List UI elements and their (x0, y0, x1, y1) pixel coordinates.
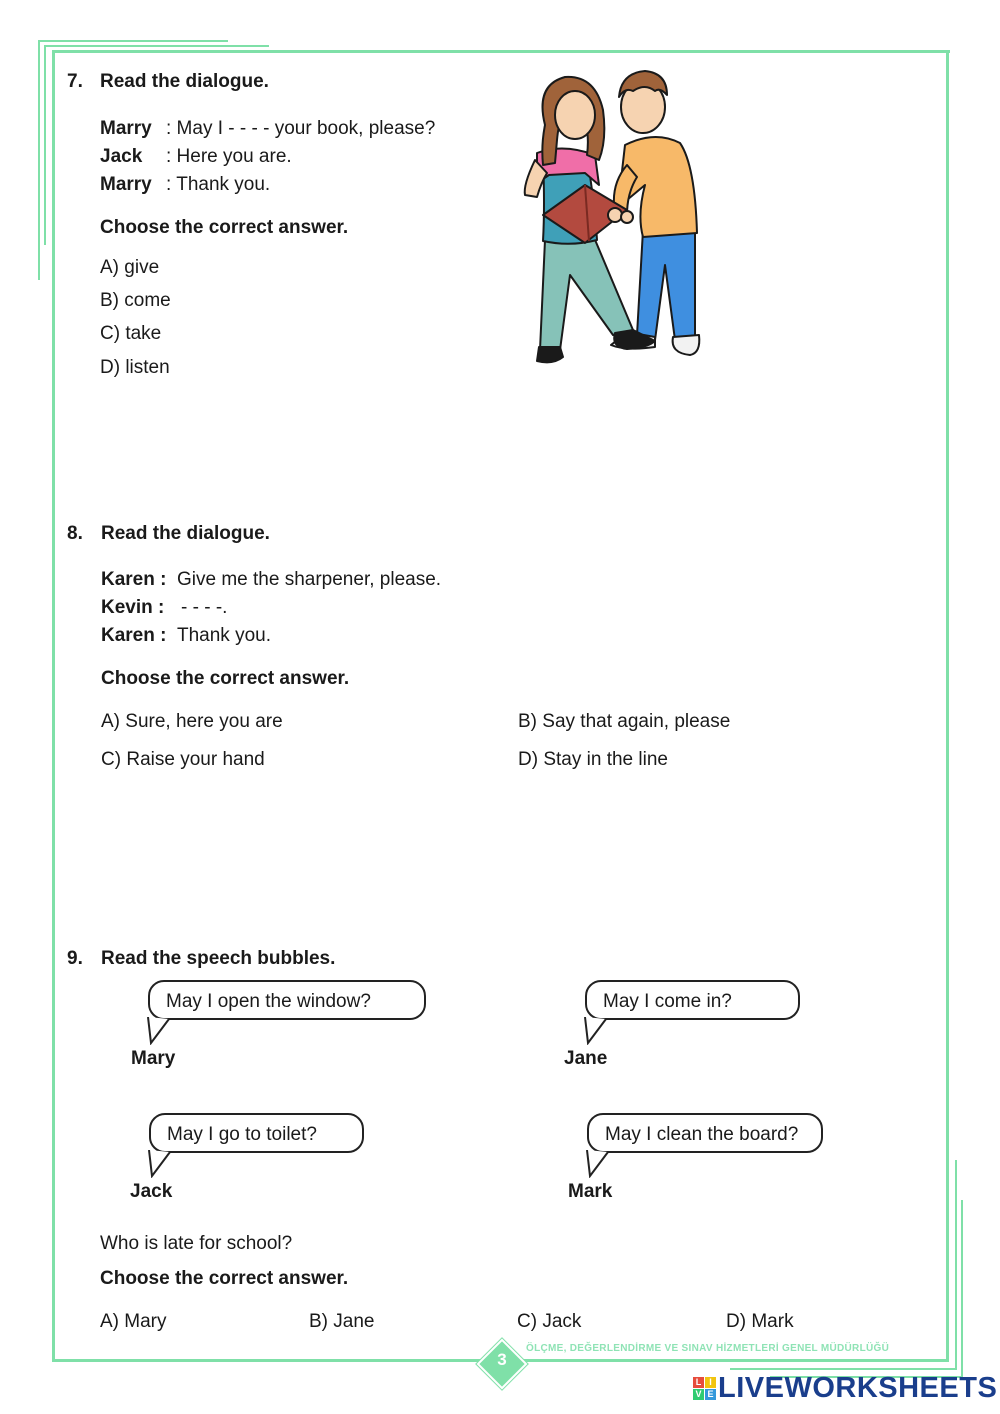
option-a[interactable]: A) give (100, 257, 160, 278)
instruction: Choose the correct answer. (100, 1268, 349, 1289)
option-d[interactable] (726, 1311, 794, 1333)
kids-with-book-illustration (515, 65, 715, 370)
option-letter: B) (518, 711, 537, 732)
option-d[interactable]: D) listen (100, 357, 170, 378)
option-c[interactable]: C) take (100, 323, 162, 344)
option-text: Jane (333, 1311, 375, 1332)
speaker: Karen : (101, 625, 167, 646)
logo-tile: I (705, 1377, 716, 1388)
option-text: Stay in the line (543, 749, 668, 770)
bubble-tail (584, 1017, 610, 1045)
option-a[interactable] (100, 1311, 167, 1333)
bubble-tail (586, 1150, 612, 1178)
line-text: Thank you. (177, 625, 271, 646)
speaker: Karen : (101, 569, 167, 590)
option-text: Mark (751, 1311, 794, 1332)
speech-bubble: May I go to toilet? (149, 1113, 364, 1153)
instruction: Choose the correct answer. (100, 217, 349, 238)
speaker: Marry (100, 118, 152, 139)
speech-bubble: May I come in? (585, 980, 800, 1020)
option-a[interactable] (101, 711, 283, 733)
speaker-name: Jack (130, 1181, 173, 1202)
liveworksheets-logo-icon (693, 1377, 717, 1401)
option-text: Jack (542, 1311, 582, 1332)
option-letter: D) (726, 1311, 747, 1332)
option-d[interactable] (518, 749, 668, 771)
dialogue-line (101, 569, 441, 591)
question-prompt: Who is late for school? (100, 1233, 293, 1254)
dialogue-line (101, 625, 271, 647)
speaker-name: Jane (564, 1048, 608, 1069)
option-letter: A) (100, 1311, 119, 1332)
speech-bubble: May I open the window? (148, 980, 426, 1020)
instruction: Choose the correct answer. (101, 668, 350, 689)
dialogue-line (100, 118, 435, 140)
question-title: Read the speech bubbles. (101, 948, 336, 969)
brand-name[interactable]: LIVEWORKSHEETS (718, 1372, 998, 1404)
option-text: Say that again, please (542, 711, 731, 732)
question-number: 8. (67, 523, 83, 544)
option-b[interactable] (309, 1311, 374, 1333)
question-number: 7. (67, 71, 83, 92)
question-number: 9. (67, 948, 83, 969)
dialogue-line (100, 146, 292, 168)
speaker: Kevin : (101, 597, 165, 618)
option-letter: B) (309, 1311, 328, 1332)
page-number: 3 (497, 1350, 507, 1369)
line-text: : Thank you. (166, 174, 271, 195)
bubble-tail (147, 1017, 173, 1045)
line-text: Give me the sharpener, please. (177, 569, 442, 590)
line-text: : Here you are. (166, 146, 292, 167)
agency-name: ÖLÇME, DEĞERLENDİRME VE SINAV HİZMETLERİ GENEL MÜDÜRLÜĞÜ (526, 1343, 890, 1354)
dialogue-line (100, 174, 270, 196)
speech-bubble: May I clean the board? (587, 1113, 823, 1153)
question-title: Read the dialogue. (100, 71, 269, 92)
option-c[interactable] (517, 1311, 581, 1333)
bubble-tail (148, 1150, 174, 1178)
option-b[interactable] (518, 711, 730, 733)
line-text: : May I - - - - your book, please? (166, 118, 436, 139)
option-b[interactable]: B) come (100, 290, 171, 311)
dialogue-line (101, 597, 227, 619)
logo-tile: V (693, 1389, 704, 1400)
option-letter: C) (517, 1311, 538, 1332)
option-letter: D) (518, 749, 539, 770)
option-text: Mary (124, 1311, 167, 1332)
line-text: - - - -. (181, 597, 228, 618)
question-title: Read the dialogue. (101, 523, 270, 544)
option-letter: A) (101, 711, 120, 732)
option-letter: C) (101, 749, 122, 770)
option-text: Sure, here you are (125, 711, 283, 732)
logo-tile: L (693, 1377, 704, 1388)
speaker: Marry (100, 174, 152, 195)
speaker: Jack (100, 146, 143, 167)
option-c[interactable] (101, 749, 265, 771)
logo-tile: E (705, 1389, 716, 1400)
speaker-name: Mary (131, 1048, 176, 1069)
option-text: Raise your hand (126, 749, 265, 770)
speaker-name: Mark (568, 1181, 613, 1202)
